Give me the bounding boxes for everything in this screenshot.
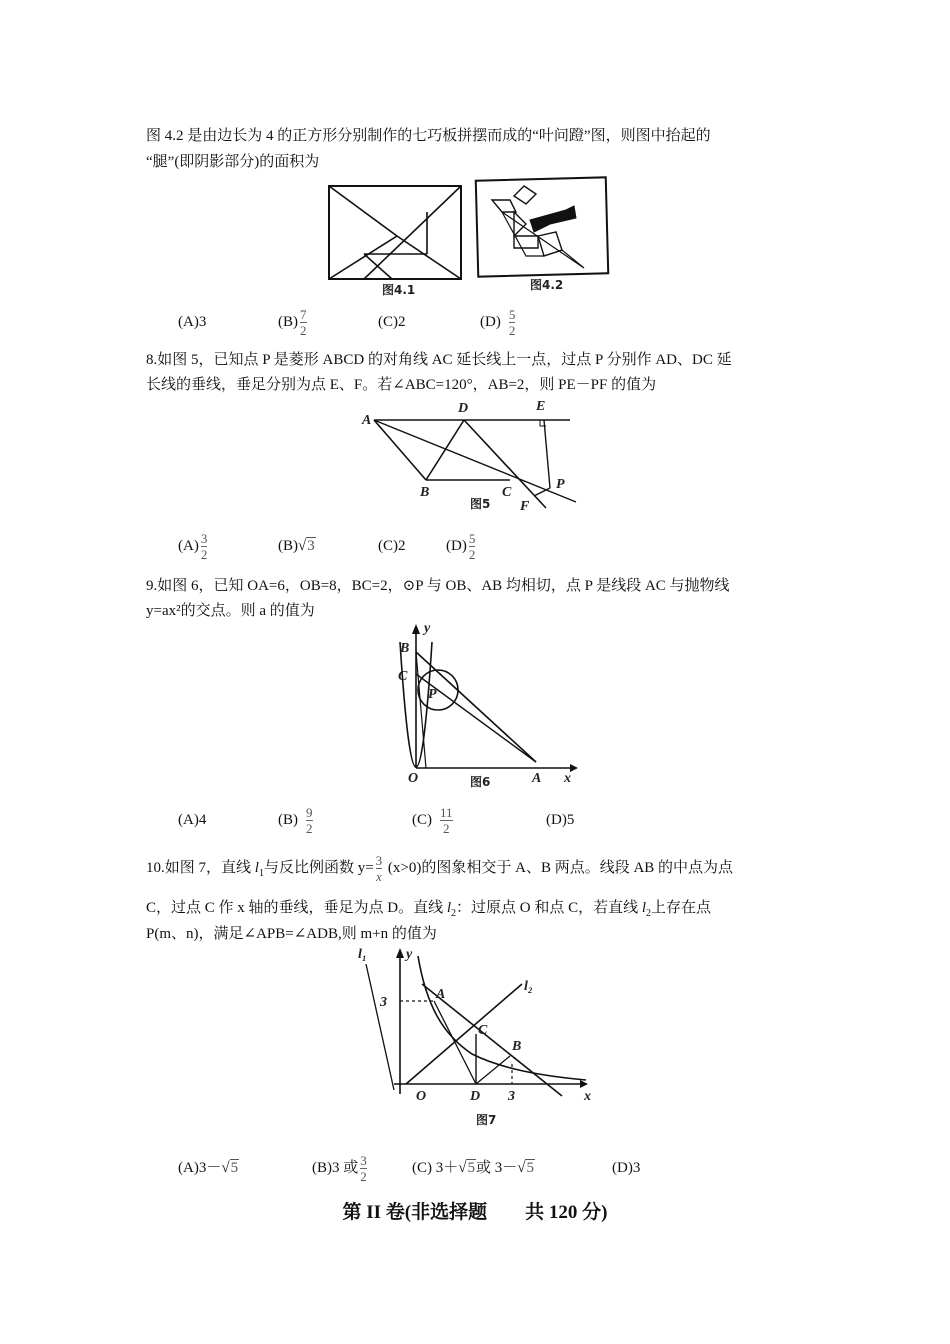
q7-line2: “腿”(即阴影部分)的面积为: [146, 154, 320, 170]
q9-option-c-den: 2: [443, 821, 450, 837]
q8-option-a-den: 2: [200, 547, 208, 563]
fig6-label-o: O: [408, 771, 419, 786]
q10-l1: l: [254, 860, 259, 876]
q8-option-a-label: (A): [178, 538, 199, 554]
q9-line1: 9.如图 6，已知 OA=6，OB=8，BC=2，⊙P 与 OB、AB 均相切，点 P 是线段 AC 与抛物线: [146, 578, 730, 594]
fig7-label-a: A: [436, 987, 446, 1002]
q7-option-b: [278, 304, 309, 340]
q10-option-c-sqrt2: √5: [517, 1160, 534, 1176]
fig6-label-p: P: [428, 687, 437, 702]
fig7-label-l1: l₁: [358, 947, 367, 962]
q7-option-d-label: (D): [480, 314, 501, 330]
q8-option-d-fraction: [469, 531, 476, 562]
q8-option-a-fraction: [201, 531, 208, 562]
q7-line1: 图 4.2 是由边长为 4 的正方形分别制作的七巧板拼摆而成的“叶问蹬”图，则图中抬起的: [146, 128, 711, 144]
fig6-label-b: B: [400, 641, 410, 656]
fig7-label-c: C: [478, 1023, 488, 1038]
q7-option-a: (A)3: [178, 314, 207, 330]
fig7-label-b: B: [512, 1039, 522, 1054]
section-title: 第 II 卷(非选择题 共 120 分): [342, 1202, 608, 1223]
q7-option-b-fraction: [300, 307, 307, 338]
q9-option-b: [278, 802, 315, 838]
q9-option-b-fraction: [306, 805, 313, 836]
fig7-label-d: D: [470, 1089, 481, 1104]
q10-option-c-radicand1: 5: [467, 1160, 475, 1176]
q8-option-b-sqrt: √3: [298, 538, 315, 554]
q8-option-d-num: 5: [468, 531, 476, 547]
q10-option-c-mid: 或 3－: [475, 1160, 518, 1176]
q8-option-d-label: (D): [446, 538, 467, 554]
figure-6-caption: 图6: [470, 775, 491, 789]
q10-option-b-label: (B)3 或: [312, 1160, 359, 1176]
figure-5-caption: 图5: [470, 497, 491, 511]
figure-7-caption: 图7: [476, 1113, 497, 1127]
q8-line1: 8.如图 5，已知点 P 是菱形 ABCD 的对角线 AC 延长线上一点，过点 P 分别作 AD、DC 延: [146, 352, 732, 368]
q10-line2-post: 上存在点: [651, 900, 712, 916]
q7-option-d-den: 2: [508, 323, 516, 339]
q9-option-a: (A)4: [178, 812, 207, 828]
fig6-label-x: x: [564, 771, 571, 786]
q7-option-c: (C)2: [378, 314, 406, 330]
figure-4-2-caption: 图4.2: [530, 278, 564, 292]
q7-option-b-label: (B): [278, 314, 298, 330]
q10-option-d: (D)3: [612, 1160, 641, 1176]
q10-line1-mid: 与反比例函数 y=: [263, 860, 374, 876]
q9-option-d: (D)5: [546, 812, 575, 828]
figure-4-1: [326, 184, 466, 304]
q8-option-b: [278, 536, 316, 556]
q10-line2: [146, 898, 711, 924]
q9-option-b-den: 2: [306, 821, 313, 837]
fig6-label-y: y: [424, 621, 431, 636]
q10-option-b: [312, 1150, 369, 1186]
q8-option-c: (C)2: [378, 538, 406, 554]
q7-option-d-num: 5: [508, 307, 516, 323]
fig5-label-d: D: [458, 401, 469, 416]
figure-4-1-caption: 图4.1: [382, 283, 416, 297]
q9-line2: y=ax²的交点。则 a 的值为: [146, 603, 315, 619]
q10-line1-pre: 10.如图 7，直线: [146, 860, 255, 876]
q10-option-c-radicand2: 5: [526, 1160, 534, 1176]
q10-option-a-radicand: 5: [230, 1160, 239, 1176]
q8-line2: 长线的垂线，垂足分别为点 E、F。若∠ABC=120°，AB=2，则 PE－PF 的值为: [146, 377, 657, 393]
fig5-label-a: A: [362, 413, 372, 428]
q7-option-b-den: 2: [300, 323, 307, 339]
q10-func-num: 3: [375, 853, 383, 869]
q8-option-b-radicand: 3: [307, 538, 315, 554]
q8-option-d-den: 2: [468, 547, 476, 563]
q10-line3: P(m、n)，满足∠APB=∠ADB,则 m+n 的值为: [146, 926, 437, 942]
q10-line2-pre: C，过点 C 作 x 轴的垂线，垂足为点 D。直线: [146, 900, 447, 916]
q10-option-b-fraction: [360, 1153, 367, 1184]
q8-option-b-label: (B): [278, 538, 298, 554]
q10-option-b-den: 2: [360, 1169, 367, 1185]
q8-option-a: [178, 528, 209, 564]
fig7-label-x: x: [584, 1089, 591, 1104]
q10-func-den: x: [376, 869, 382, 885]
q10-option-c-pre: (C) 3＋: [412, 1160, 459, 1176]
q10-l2b-sub: 2: [646, 908, 652, 919]
fig5-label-c: C: [502, 485, 512, 500]
q9-option-c: [412, 802, 455, 838]
q10-l1-sub: 1: [258, 868, 264, 879]
q9-option-c-label: (C): [412, 812, 432, 828]
q10-l2-sub: 2: [451, 908, 457, 919]
fig7-label-3x: 3: [508, 1089, 515, 1104]
q7-option-b-num: 7: [300, 307, 307, 323]
q7-option-d-fraction: [509, 307, 516, 338]
figure-5: [360, 396, 590, 521]
fig6-label-c: C: [398, 669, 408, 684]
q10-l2b: l: [641, 900, 647, 916]
fig5-label-f: F: [520, 499, 530, 514]
q10-l2: l: [446, 900, 452, 916]
fig6-label-a: A: [532, 771, 542, 786]
q10-line2-mid: ：过原点 O 和点 C，若直线: [456, 900, 642, 916]
fig7-label-3y: 3: [380, 995, 387, 1010]
q8-option-d: [446, 528, 477, 564]
figure-4-2: [474, 176, 614, 296]
q10-option-c-sqrt1: √5: [458, 1160, 475, 1176]
fig5-label-b: B: [420, 485, 430, 500]
q10-option-b-num: 3: [360, 1153, 367, 1169]
figure-6: [386, 622, 586, 797]
fig5-label-p: P: [556, 477, 565, 492]
q10-line1-post: (x>0)的图象相交于 A、B 两点。线段 AB 的中点为点: [384, 860, 734, 876]
q9-option-c-num: 11: [440, 805, 453, 821]
q10-func-fraction: [376, 853, 383, 884]
q10-option-a-text: (A)3－: [178, 1160, 222, 1176]
q8-option-a-num: 3: [200, 531, 208, 547]
fig5-label-e: E: [536, 399, 546, 414]
q10-option-a-sqrt: √5: [221, 1160, 239, 1176]
q9-option-b-label: (B): [278, 812, 298, 828]
fig7-label-l2: l₂: [524, 979, 533, 994]
fig7-label-o: O: [416, 1089, 427, 1104]
fig7-label-y: y: [406, 947, 413, 962]
figure-7: [352, 944, 602, 1139]
q10-option-a: [178, 1158, 239, 1178]
q10-line1: [146, 850, 733, 892]
q9-option-b-num: 9: [306, 805, 313, 821]
q9-option-c-fraction: [440, 805, 453, 836]
q10-option-c: [412, 1158, 535, 1178]
q7-option-d: [480, 304, 517, 340]
